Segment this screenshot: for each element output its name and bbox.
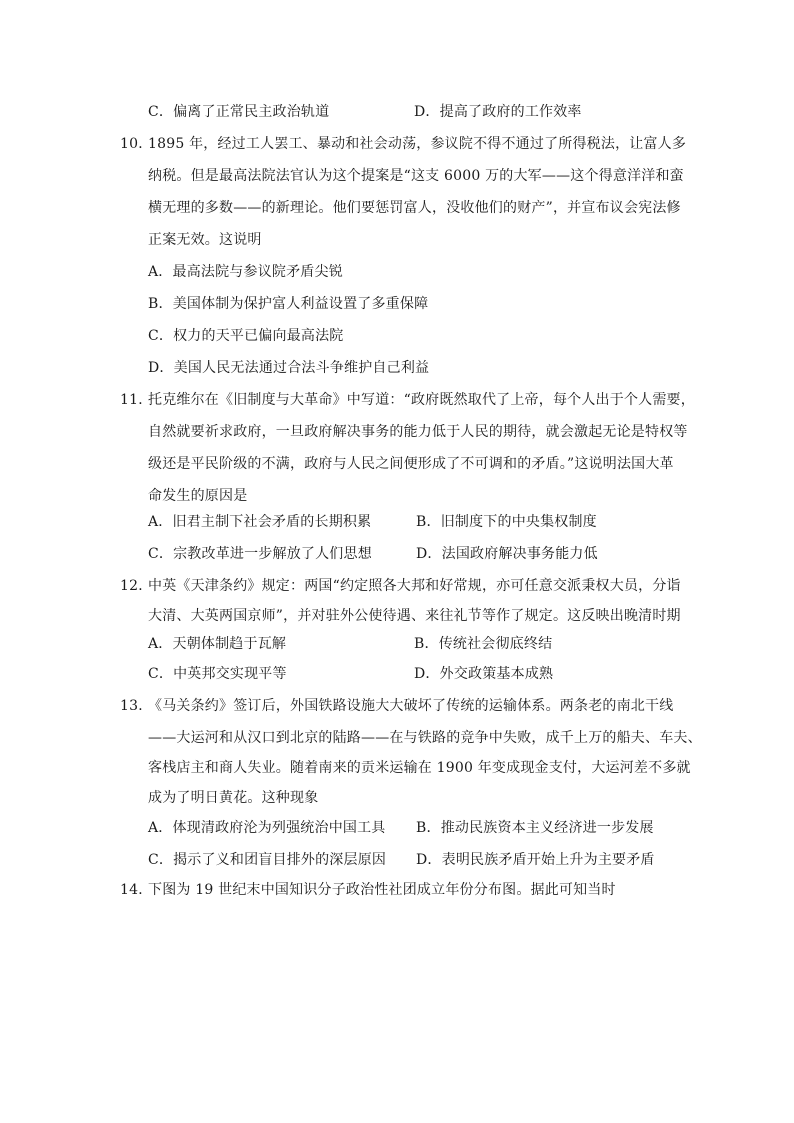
q9-option-c: C．偏离了正常民主政治轨道 [148,104,330,120]
q11-option-a: A．旧君主制下社会矛盾的长期积累 [148,514,372,530]
q12-option-a: A．天朝体制趋于瓦解 [148,636,287,652]
q14-number: 14． [120,882,153,898]
q13-option-a: A．体现清政府沦为列强统治中国工具 [148,820,386,836]
q10-stem-line-1: 1895 年，经过工人罢工、暴动和社会动荡，参议院不得不通过了所得税法，让富人多 [148,136,687,152]
q10-option-b: B．美国体制为保护富人利益设置了多重保障 [148,296,429,312]
q10-number: 10． [120,136,153,152]
q11-number: 11． [120,392,153,408]
q10-option-c: C．权力的天平已偏向最高法院 [148,328,344,344]
q11-stem-line-2: 自然就要祈求政府，一旦政府解决事务的能力低于人民的期待，就会激起无论是特权等 [148,424,688,440]
q12-option-c: C．中英邦交实现平等 [148,666,287,682]
q10-option-a: A．最高法院与参议院矛盾尖锐 [148,264,343,280]
q13-stem-line-1: 《马关条约》签订后，外国铁路设施大大破坏了传统的运输体系。两条老的南北干线 [148,698,674,714]
q13-stem-line-3: 客栈店主和商人失业。随着南来的贡米运输在 1900 年变成现金支付，大运河差不多就 [148,760,691,776]
q13-option-b: B．推动民族资本主义经济进一步发展 [416,820,654,836]
q10-option-d: D．美国人民无法通过合法斗争维护自己利益 [148,360,430,376]
q10-stem-line-2: 纳税。但是最高法院法官认为这个提案是“这支 6000 万的大军——这个得意洋洋和蛮 [148,168,684,184]
q12-stem-line-2: 大清、大英两国京师”，并对驻外公使待遇、来往礼节等作了规定。这反映出晚清时期 [148,608,681,624]
q11-stem-line-3: 级还是平民阶级的不满，政府与人民之间便形成了不可调和的矛盾。”这说明法国大革 [148,456,674,472]
q12-option-d: D．外交政策基本成熟 [414,666,554,682]
q12-stem-line-1: 中英《天津条约》规定：两国“约定照各大邦和好常规，亦可任意交派秉权大员，分诣 [148,578,681,594]
q13-stem-line-4: 成为了明日黄花。这种现象 [148,790,319,806]
q11-option-b: B．旧制度下的中央集权制度 [416,514,597,530]
q13-option-c: C．揭示了义和团盲目排外的深层原因 [148,852,387,868]
q11-stem-line-1: 托克维尔在《旧制度与大革命》中写道：“政府既然取代了上帝，每个人出于个人需要， [148,392,695,408]
q13-option-d: D．表明民族矛盾开始上升为主要矛盾 [416,852,655,868]
q10-stem-line-3: 横无理的多数——的新理论。他们要惩罚富人，没收他们的财产”，并宣布议会宪法修 [148,200,681,216]
q11-option-d: D．法国政府解决事务能力低 [416,546,598,562]
q14-stem-line-1: 下图为 19 世纪末中国知识分子政治性社团成立年份分布图。据此可知当时 [148,882,616,898]
q11-option-c: C．宗教改革进一步解放了人们思想 [148,546,372,562]
q13-number: 13． [120,698,153,714]
q12-number: 12． [120,578,153,594]
q10-stem-line-4: 正案无效。这说明 [148,232,262,248]
q11-stem-line-4: 命发生的原因是 [148,488,248,504]
q13-stem-line-2: ——大运河和从汉口到北京的陆路——在与铁路的竞争中失败，成千上万的船夫、车夫、 [148,730,702,746]
q9-option-d: D．提高了政府的工作效率 [414,104,582,120]
q12-option-b: B．传统社会彻底终结 [414,636,553,652]
